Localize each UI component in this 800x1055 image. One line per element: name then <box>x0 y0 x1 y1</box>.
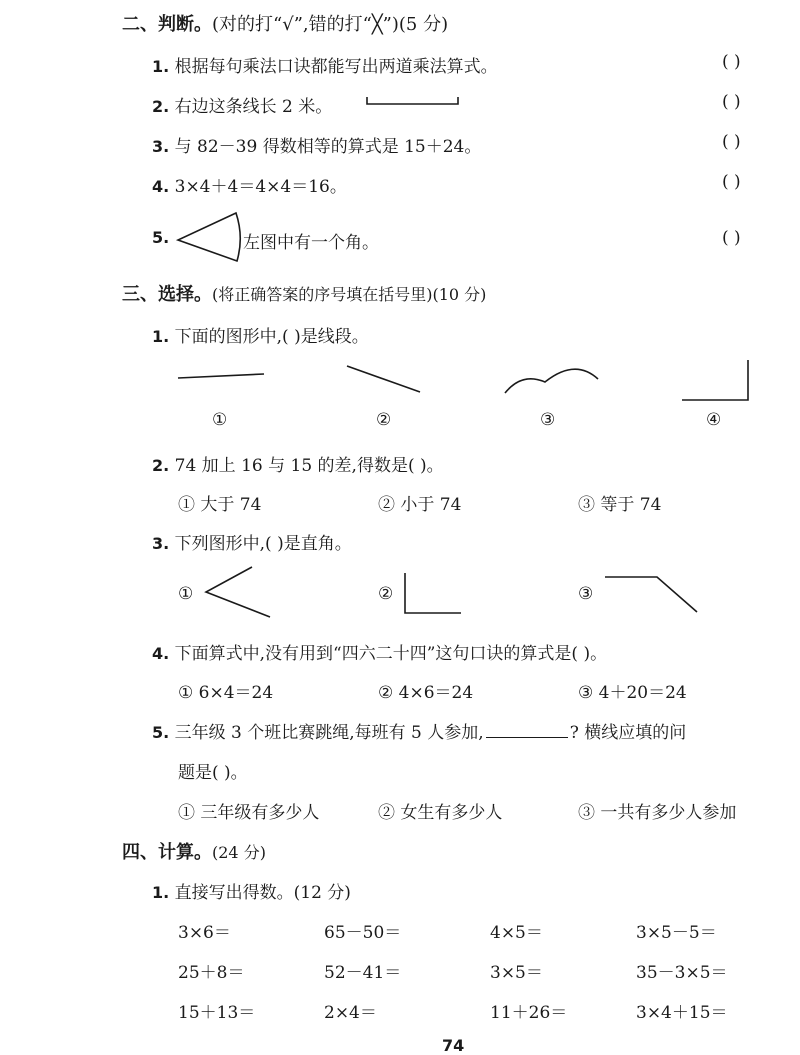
calc-expression: 3×4＋15＝ <box>636 1003 728 1023</box>
choice-q4 <box>152 639 607 664</box>
answer-paren[interactable]: ( ) <box>722 52 741 72</box>
calc-expression: 2×4＝ <box>324 1003 377 1023</box>
option-3: ③ 等于 74 <box>578 495 662 515</box>
judge-item-3 <box>152 132 481 157</box>
question-text: 下面算式中,没有用到“四六二十四”这句口诀的算式是( )。 <box>174 644 608 664</box>
section-4-header <box>122 838 266 864</box>
item-number: 4. <box>152 177 170 196</box>
calc-expression: 11＋26＝ <box>490 1003 568 1023</box>
item-number: 5. <box>152 228 170 247</box>
fill-blank-line[interactable] <box>486 723 568 738</box>
calc-expression: 52－41＝ <box>324 963 402 983</box>
item-text: 根据每句乘法口诀都能写出两道乘法算式。 <box>174 57 498 77</box>
item-number: 1. <box>152 883 170 902</box>
angle-label-3: ③ <box>578 584 594 604</box>
figure-label-4: ④ <box>706 410 722 430</box>
option-1: ① 大于 74 <box>178 495 262 515</box>
page-number: 74 <box>442 1036 465 1055</box>
option-3: ③ 4＋20＝24 <box>578 683 687 703</box>
section-3-header <box>122 280 486 306</box>
item-number: 2. <box>152 456 170 475</box>
figure-label-3: ③ <box>540 410 556 430</box>
question-text-b: ? 横线应填的问 <box>569 723 687 743</box>
calc-expression: 65－50＝ <box>324 923 402 943</box>
item-number: 1. <box>152 327 170 346</box>
option-3: ③ 一共有多少人参加 <box>578 803 737 823</box>
option-1: ① 三年级有多少人 <box>178 803 320 823</box>
item-number: 3. <box>152 534 170 553</box>
judge-item-4 <box>152 172 347 197</box>
section-4-title: 四、计算。 <box>122 842 212 863</box>
calc-q1 <box>152 878 351 903</box>
option-2: ② 4×6＝24 <box>378 683 474 703</box>
section-2-instructions: (对的打“√”,错的打“╳”)(5 分) <box>212 14 449 35</box>
figure-label-1: ① <box>212 410 228 430</box>
angle-label-1: ① <box>178 584 194 604</box>
calc-expression: 35－3×5＝ <box>636 963 728 983</box>
item-number: 4. <box>152 644 170 663</box>
judge-item-5-text: 左图中有一个角。 <box>243 233 379 253</box>
option-1: ① 6×4＝24 <box>178 683 274 703</box>
item-number: 3. <box>152 137 170 156</box>
option-2: ② 女生有多少人 <box>378 803 503 823</box>
calc-expression: 3×5＝ <box>490 963 543 983</box>
item-text: 右边这条线长 2 米。 <box>174 97 333 117</box>
section-2-header <box>122 10 448 36</box>
option-2: ② 小于 74 <box>378 495 462 515</box>
question-text: 74 加上 16 与 15 的差,得数是( )。 <box>174 456 444 476</box>
judge-item-2 <box>152 92 332 117</box>
section-2-title: 二、判断。 <box>122 14 212 35</box>
question-text: 直接写出得数。(12 分) <box>174 883 351 903</box>
answer-paren[interactable]: ( ) <box>722 132 741 152</box>
item-text: 3×4＋4＝4×4＝16。 <box>174 177 347 197</box>
section-3-title: 三、选择。 <box>122 284 212 305</box>
section-4-instructions: (24 分) <box>212 843 266 862</box>
answer-paren[interactable]: ( ) <box>722 172 741 192</box>
calc-expression: 25＋8＝ <box>178 963 245 983</box>
calc-expression: 4×5＝ <box>490 923 543 943</box>
calc-expression: 3×5－5＝ <box>636 923 717 943</box>
choice-q5 <box>152 718 686 743</box>
item-number: 1. <box>152 57 170 76</box>
figure-label-2: ② <box>376 410 392 430</box>
judge-item-1 <box>152 52 498 77</box>
answer-paren[interactable]: ( ) <box>722 92 741 112</box>
answer-paren[interactable]: ( ) <box>722 228 741 248</box>
calc-expression: 3×6＝ <box>178 923 231 943</box>
question-text-c: 题是( )。 <box>178 763 248 783</box>
item-text: 与 82－39 得数相等的算式是 15＋24。 <box>174 137 482 157</box>
choice-q2 <box>152 451 444 476</box>
judge-item-5-number <box>152 228 169 248</box>
question-text-a: 三年级 3 个班比赛跳绳,每班有 5 人参加, <box>174 723 484 743</box>
question-text: 下面的图形中,( )是线段。 <box>174 327 369 347</box>
angle-label-2: ② <box>378 584 394 604</box>
calc-expression: 15＋13＝ <box>178 1003 256 1023</box>
question-text: 下列图形中,( )是直角。 <box>174 534 352 554</box>
choice-q3 <box>152 529 352 554</box>
item-number: 5. <box>152 723 170 742</box>
item-number: 2. <box>152 97 170 116</box>
choice-q1 <box>152 322 369 347</box>
section-3-instructions: (将正确答案的序号填在括号里)(10 分) <box>212 285 487 304</box>
